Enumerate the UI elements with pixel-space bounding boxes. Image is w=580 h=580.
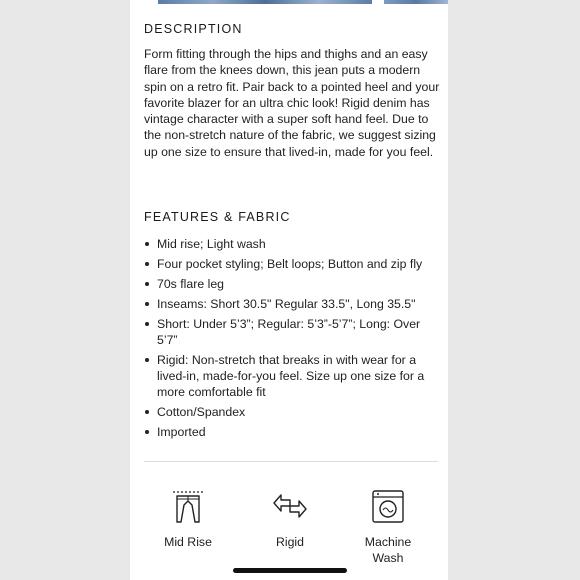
feature-item: Cotton/Spandex (144, 404, 442, 420)
mid-rise-icon (168, 486, 208, 526)
feature-item: 70s flare leg (144, 276, 442, 292)
features-list (144, 236, 442, 444)
care-item-mid-rise (154, 486, 222, 550)
care-label-rigid: Rigid (275, 535, 305, 549)
product-image-strip (130, 0, 448, 4)
feature-item: Short: Under 5’3”; Regular: 5’3”-5’7”; Long: Over 5’7” (144, 316, 442, 349)
care-item-machine-wash (354, 486, 422, 566)
section-divider (144, 461, 438, 462)
feature-item: Rigid: Non-stretch that breaks in with wear for a lived-in, made-for-you feel. Size up one size for a more comfortable fit (144, 352, 442, 401)
description-heading: DESCRIPTION (144, 22, 243, 36)
product-details-card[interactable] (130, 0, 448, 580)
feature-item: Four pocket styling; Belt loops; Button and zip fly (144, 256, 442, 272)
care-label-mid-rise: Mid Rise (164, 535, 212, 549)
feature-item: Mid rise; Light wash (144, 236, 442, 252)
home-indicator[interactable] (233, 568, 347, 573)
product-image-partial[interactable] (158, 0, 372, 4)
feature-item: Imported (144, 424, 442, 440)
care-label-machine-wash: Machine Wash (364, 535, 412, 565)
feature-item: Inseams: Short 30.5" Regular 33.5", Long 35.5" (144, 296, 442, 312)
background-right (448, 0, 580, 580)
background-left (0, 0, 130, 580)
washing-machine-icon (368, 486, 408, 526)
description-text: Form fitting through the hips and thighs and an easy flare from the knees down, this jean puts a modern spin on a retro fit. Pair back to a pointed heel and your favorite blazer for an ultra chic look! Rigid denim has vintage character with a super soft hand feel. Due to the non-stretch nature of the fabric, we suggest sizing up one size to ensure that lived-in, made for you feel. (144, 47, 440, 159)
rigid-arrows-icon (270, 486, 310, 526)
product-image-partial-2[interactable] (384, 0, 448, 4)
features-heading: FEATURES & FABRIC (144, 210, 291, 224)
care-item-rigid (260, 486, 320, 550)
